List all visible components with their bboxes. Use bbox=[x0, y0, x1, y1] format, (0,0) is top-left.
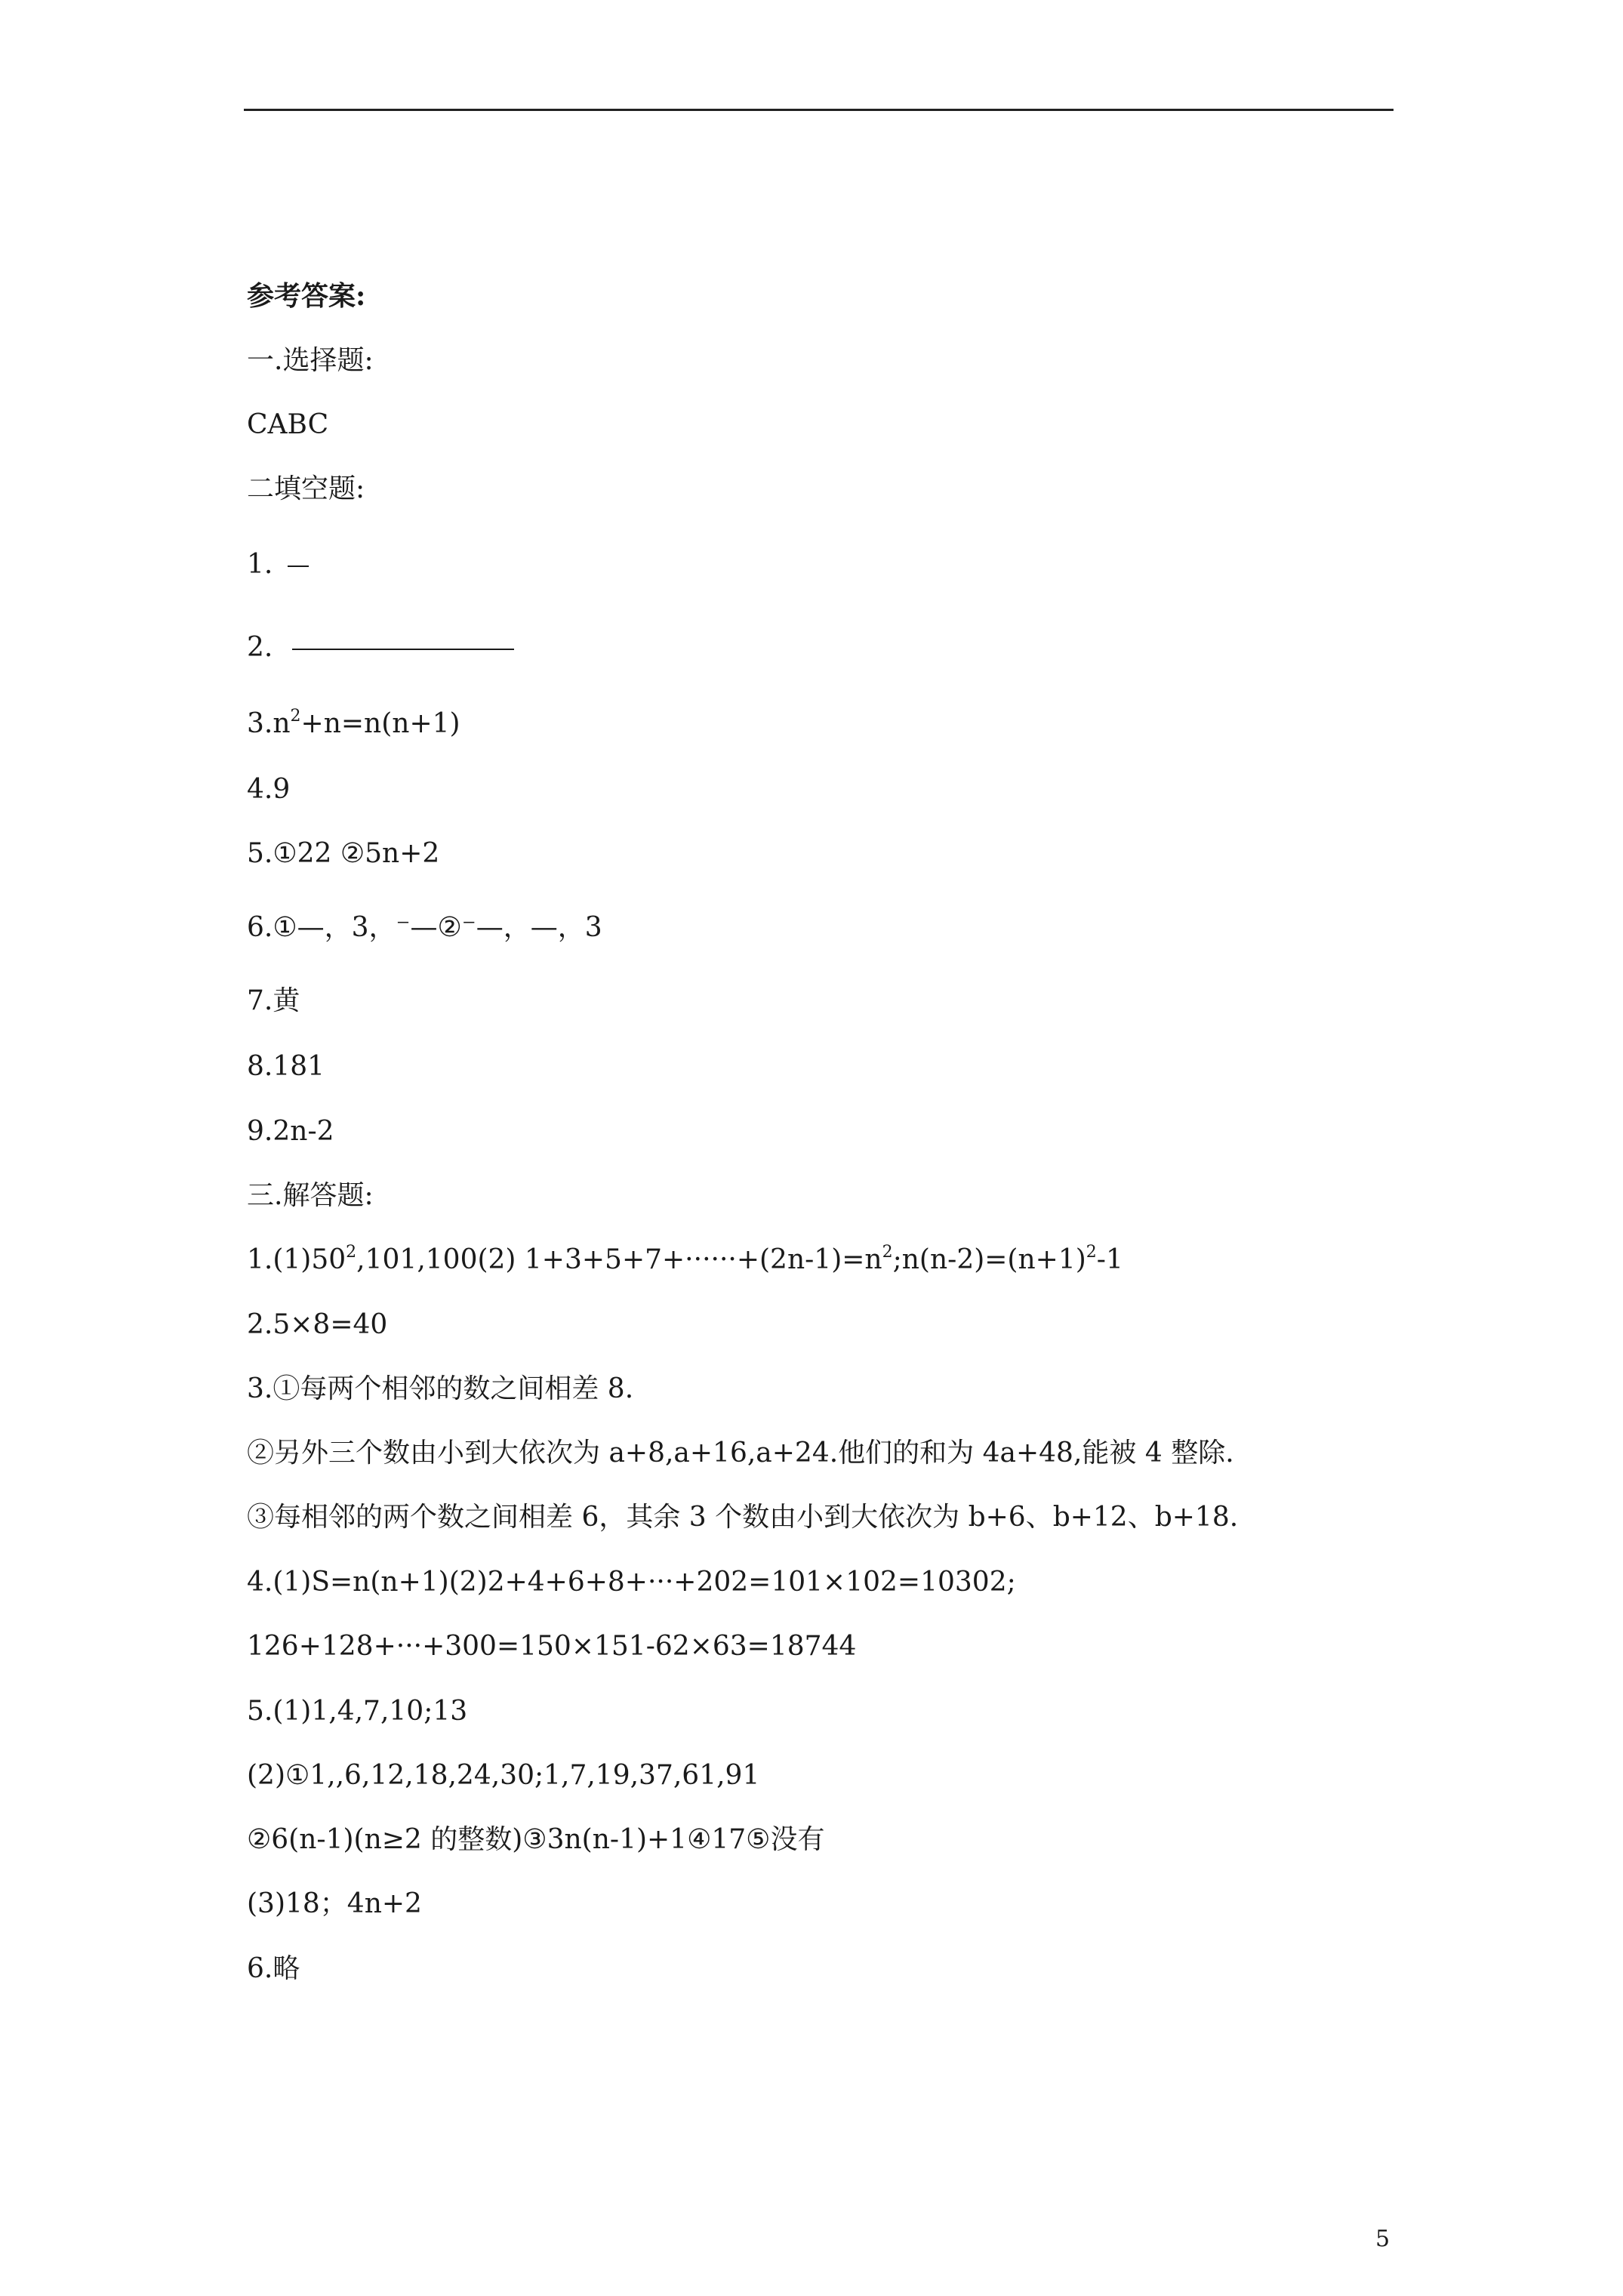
fill-item-3 bbox=[247, 707, 460, 741]
solve-q1-exponent-1: 2 bbox=[346, 1243, 357, 1262]
fill-item-3-exponent: 2 bbox=[290, 707, 301, 726]
solve-q1-part-d: -1 bbox=[1096, 1244, 1123, 1275]
solve-q5-line-4: (3)18；4n+2 bbox=[247, 1888, 422, 1919]
fill-item-1-label: 1. bbox=[247, 549, 273, 580]
solve-q1-part-c: ;n(n-2)=(n+1) bbox=[892, 1244, 1086, 1275]
choice-answers: CABC bbox=[247, 409, 329, 440]
answers-heading: 参考答案: bbox=[247, 280, 366, 312]
solve-q6: 6.略 bbox=[247, 1953, 300, 1984]
solve-q3-line-2: ②另外三个数由小到大依次为 a+8,a+16,a+24.他们的和为 4a+48,能被 4 整除. bbox=[247, 1438, 1234, 1469]
solve-q5-line-1: 5.(1)1,4,7,10;13 bbox=[247, 1696, 468, 1727]
section-fill-title: 二填空题: bbox=[247, 473, 365, 504]
solve-q1-part-a: 1.(1)50 bbox=[247, 1244, 346, 1275]
fill-item-2 bbox=[247, 631, 514, 664]
fill-item-1-blank bbox=[288, 566, 309, 567]
fill-item-9: 9.2n-2 bbox=[247, 1116, 334, 1147]
fill-item-2-label: 2. bbox=[247, 632, 273, 663]
fill-item-3-text-rest: +n=n(n+1) bbox=[300, 708, 460, 739]
fill-item-5: 5.①22 ②5n+2 bbox=[247, 838, 440, 869]
solve-q1-part-b: ,101,100(2) 1+3+5+7+······+(2n-1)=n bbox=[356, 1244, 882, 1275]
section-solve-title: 三.解答题: bbox=[247, 1180, 374, 1211]
fill-item-3-text: 3.n bbox=[247, 708, 291, 739]
solve-q1 bbox=[247, 1244, 1123, 1277]
page-number: 5 bbox=[1375, 2226, 1390, 2252]
solve-q2: 2.5×8=40 bbox=[247, 1309, 388, 1340]
solve-q1-exponent-2: 2 bbox=[882, 1243, 893, 1262]
fill-item-7: 7.黄 bbox=[247, 985, 300, 1016]
section-choice-title: 一.选择题: bbox=[247, 345, 374, 376]
solve-q3-line-3: ③每相邻的两个数之间相差 6，其余 3 个数由小到大依次为 b+6、b+12、b+18. bbox=[247, 1502, 1239, 1533]
fill-item-6: 6.①—，3，⁻—②⁻—，—，3 bbox=[247, 912, 602, 943]
solve-q5-line-3: ②6(n-1)(n≥2 的整数)③3n(n-1)+1④17⑤没有 bbox=[247, 1824, 825, 1855]
solve-q3-line-1: 3.①每两个相邻的数之间相差 8. bbox=[247, 1373, 634, 1404]
solve-q4-line-2: 126+128+···+300=150×151-62×63=18744 bbox=[247, 1631, 857, 1662]
fill-item-8: 8.181 bbox=[247, 1051, 325, 1082]
solve-q5-line-2: (2)①1,,6,12,18,24,30;1,7,19,37,61,91 bbox=[247, 1760, 760, 1791]
fill-item-4: 4.9 bbox=[247, 774, 291, 805]
fill-item-1 bbox=[247, 548, 309, 581]
solve-q4-line-1: 4.(1)S=n(n+1)(2)2+4+6+8+···+202=101×102=10302; bbox=[247, 1567, 1016, 1598]
fill-item-2-blank bbox=[292, 649, 514, 650]
header-rule bbox=[244, 109, 1394, 111]
solve-q1-exponent-3: 2 bbox=[1086, 1243, 1097, 1262]
